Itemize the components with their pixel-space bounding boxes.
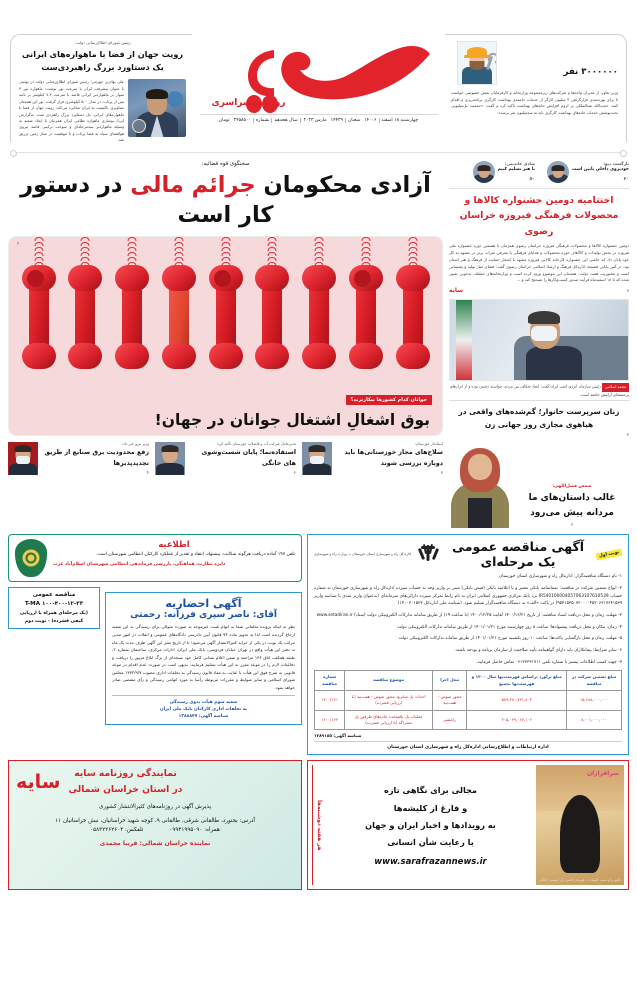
magazine-frequency-text: هر هفته دوشنبه‌ها (316, 799, 322, 851)
telephone-handset-icon (114, 237, 150, 367)
photo-caption-badge: محمد اسلامی (602, 383, 629, 392)
dateline-price: ۵۰۰ تومان (216, 118, 254, 123)
agency-contact-row (16, 827, 294, 833)
magazine-url[interactable]: www.sarafrazannews.ir (374, 857, 487, 868)
teaser-title[interactable]: استفاده‌نما؛ پایان شست‌وشوی‌ های خانگی (201, 449, 296, 467)
magazine-logo: سرافرازان (586, 770, 619, 778)
tender-line: ۴- زمان، مکان و محل دریافت پیشنهادها: ساعت ۸ روز چهارشنبه مورخ ۱۴۰۱/۰۱/۲۱ از طریق سامانه تدارکات الکترونیکی دولت (397, 624, 622, 630)
thumb-teaser[interactable] (449, 161, 535, 183)
small-tender-ad[interactable] (8, 587, 100, 629)
content-grid (8, 158, 629, 528)
tender-line: ۱- نام دستگاه مناقصه‌گزار: اداره‌کل راه و شهرسازی استان خوزستان (499, 574, 622, 580)
thumb-title[interactable]: خودپروی داخلی پایین است (572, 167, 629, 173)
left-second-page: ۳ (626, 433, 629, 439)
cell-guarantee: ۱۵,۶۸۸,۰۰۰,۰۰۰ (567, 690, 622, 710)
notice-body: تلفن ۱۹۷ آماده دریافت هرگونه شکایت، پیشنهاد، انتقاد و تقدیر از عملکرد کارکنان انتظامی شهرستان است. (96, 552, 295, 558)
legal-body: نظر به اینکه پرونده تخلفاتی شما به اتهام غیبت غیرموجه به صورت متوالی برای رسیدگی به این شعبه ارجاع گردیده است لذا به تجویز ماده ۷۳ قانون آیین دادرسی دادگاه‌های عمومی و انقلاب در امور مدنی مراتب یک نوبت در یکی از جراید کثیرالانتشار آگهی می‌شود؛ تا از تاریخ نشر این آگهی ظرف مدت یک ماه به دفتر این هیأت واقع در تهران خیابان فردوسی، بانک ملی ایران، ادارات مرکزی، ساختمان شماره ۲، طبقه همکف، اتاق ۱۳۶ مراجعه و ضمن اعلام نشانی کامل خود نسخه‌ای از برگ ابلاغ مزبور را دریافت و دفاعیات لازم را در موعد مقرر به این هیأت تسلیم فرمایید. بدیهی است در صورت عدم اقدام در موعد قانونی به شرح فوق این هیأت با عنایت به مفاد قانون رسیدگی به تخلفات اداری مصوب ۱۳۷۲/۹/۷ مجلس شورای اسلامی و سایر ضوابط و مقررات مربوطه رأسا به مورد اتهامی رسیدگی و رأی مقتضی صادر خواهد نمود. (112, 624, 295, 690)
legal-footer-line1: شعبه سوم هیأت بدوی رسیدگی (169, 699, 238, 705)
teaser-title[interactable]: رفع محدودیت برق صنایع از طریق تجدیدپذیرها (44, 449, 149, 467)
dateline-solar: چهارشنبه ۱۸ اسفند ۱۴۰۰ (364, 118, 419, 123)
left-story-body: علی بهادری جهرمی؛ رئیس شورای اطلاع‌رسانی دولت در توئیتی با عنوان پیشرفت ایران با سرعت نور نوشت: ماهواره نور ۳ سوار بر ماهواره‌بر ایرانی قاصد با سرعت ۷.۴ کیلومتر بر ثانیه پس از پرتاب، در مدار ۵۰۰ کیلومتری قرار گرفت. نور این همچنان تصاویری باکیفیت به ایران مخابره می‌کند. رویت جهان از فضا با ماهواره‌های ایرانی، یک دستاورد بزرگ راهبردی ست. به‌گزارش ایرنا، نوسازی ماهواره نظامی ایران همزمان با ایجاد ضعیه به وسیله ماهواره‌بر سه‌مرحله‌ای و سوخت ترکیبی قاصد نیروی هوافضای سپاه به فضا پرتاب و با موفقیت در مدار زمین تزریق شد. (19, 79, 125, 143)
tender-table (314, 670, 622, 730)
sayeh-mini-logo-icon: سایه (449, 287, 464, 295)
masthead-right-story[interactable] (445, 34, 627, 142)
telephone-handset-icon (254, 237, 290, 367)
left-feature-photo (449, 299, 629, 381)
small-tender-sub: (یک مرحله‌ای همراه با ارزیابی کیفی فشرده) - نوبت دوم (20, 611, 88, 624)
tender-ad[interactable] (307, 534, 629, 755)
thumb-avatar (547, 161, 569, 183)
thumb-title[interactable]: با هنر تسلیم کنیم (497, 167, 535, 173)
telephone-handset-icon (301, 237, 337, 367)
th-subject: موضوع مناقصه (345, 671, 433, 691)
legal-footer (112, 695, 295, 720)
tender-ad-id: شناسه آگهی: ۱۲۸۹۱۸۵ (314, 733, 362, 739)
newspaper-logo[interactable] (194, 30, 444, 114)
hero-tag: جوانان کدام کشورها بیکارترند؟ (346, 395, 432, 405)
left-story-photo (128, 79, 186, 137)
tender-line: ۵- مهلت، زمان و محل بازگشایی پاکت‌ها: ساعت ۱۰ روز یکشنبه مورخ ۱۴۰۱/۰۱/۲۱ از طریق سامانه تدارکات الکترونیکی دولت (398, 636, 622, 642)
police-emblem-icon (15, 539, 47, 577)
magazine-line: و فارغ از کلیشه‌ها (393, 802, 468, 813)
hero-image[interactable] (8, 236, 443, 436)
telephone-handset-icon (395, 237, 431, 367)
magazine-cover-image (536, 765, 624, 885)
agency-ad[interactable] (8, 760, 302, 890)
left-third-article[interactable] (449, 444, 629, 528)
left-third-page: ۳ (570, 523, 574, 529)
legal-addressee: آقای: ناصر سپری فرزانه: رحمتی (130, 610, 277, 621)
agency-title-line2: در استان خراسان شمالی (68, 783, 183, 795)
legal-title: آگهی احضاریه (165, 597, 242, 611)
teaser-page: ۶ (293, 471, 296, 477)
cell-estimate: ۲۰۵,۰۴۹,۰۶۷,۱۰۶ (467, 710, 567, 730)
table-row (315, 690, 622, 710)
thumb-kicker: بازگشت دیو: (603, 161, 629, 166)
tender-line: ۲- انواع تضمین شرکت در مناقصه: ضمانتنامه بانکی معتبر و یا اعلامیه بانکی (فیش بانکی) مبنی بر واریز وجه به حساب سپرده اداره‌کل راه و شهرسازی خوزستان به شماره حساب IR540100004057063107610539 نزد بانک مرکزی جمهوری اسلامی ایران به نام رابط تمرکز سپرده دارائی‌های سرمایه‌ای (به‌عنوان واریز نقدی با شناسه واریز ۹۵۴۱۵۳۵۰۷۲۰۰۰۰۴۵۲۰۶۳۱۷۶۴۱۵۳۹) در پاکت «الف» به دستگاه مناقصه‌گزار تسلیم شود. (شناسه ملی اداره‌کل ۱۴۰۰۳۰۱۵۳۳) (314, 586, 622, 607)
tender-authority: اداره کل راه و شهرسازی استان خوزستان — وزارت راه و شهرسازی (314, 552, 412, 557)
th-estimate: مبلغ برآورد براساس فهرست‌بها سال ۱۴۰۰ و فهرست‌بها تجمیع (467, 671, 567, 691)
left-lead-body: دومین جشنواره کالاها و محصولات فرهنگی فیروزه خراسان رضوی همزمان با هفتمین دوره جشنواره ملی فیروزه در بخش تولیدات و کالاهای خوزه محصولات و هدایای فرهنگی با معرفی نفرات برتر در مشهد به کار خود پایان داد که حاشی این جشنواره کارخانه کالایی فیروزه مشهد با اشعار حمایت از فرهنگ و هنر استان بود. در آئین پایانی فضیحه اداره‌کل فرهنگ و ارشاد اسلامی خراسان رضوی گفت: فضای ساز تولید و پشتیبانی است و محبوریت همت دولت، همه‌مان این موضوع ورود کرده است و وزارتخانه‌های مختلف به‌خوبی تعیین شده که تا ۱۸ اسفندماه فرآیند صدور کسب‌وکارها را تصحیح کند و ... (449, 243, 629, 283)
teaser-row (8, 442, 443, 476)
masthead-center (194, 30, 444, 123)
masthead-divider (10, 152, 627, 158)
agency-phone: تلفکس: ۰۵۸۳۲۲۶۲۶۰۴ (90, 827, 144, 834)
main-column (8, 158, 443, 528)
right-story-headline[interactable]: ۳۰۰۰۰۰۰ نفر (563, 67, 618, 77)
tender-line: ۳- مهلت، زمان و محل دریافت اسناد مناقصه: از تاریخ ۱۴۰۰/۱۲/۲۱ لغایت ۱۴۰۰/۱۲/۲۵ (تا ساعت ۱۹) از طریق سامانه تدارکات الکترونیکی دولت (ستاد) www.setadiran.ir (316, 613, 622, 618)
newspaper-front-page (0, 30, 637, 1000)
teaser-photo (155, 442, 185, 475)
telephone-handset-icon (161, 237, 197, 367)
agency-title (68, 766, 182, 797)
teaser-photo (8, 442, 38, 475)
tender-badge: نوبت اول (595, 548, 622, 560)
cell-guarantee: ۸,۰۰۱,۰۰۰,۰۰۰ (567, 710, 622, 730)
hero-page-number: ۴ (17, 241, 20, 247)
teaser-page: ۴ (146, 471, 149, 477)
magazine-line: مجالی برای نگاهی تازه (384, 785, 477, 796)
bottom-ads (8, 760, 629, 890)
magazine-line: با رعایت شأن انسانی (387, 837, 474, 848)
thumb-page: ۴۰ (623, 177, 629, 183)
hero-headline[interactable]: بوق اشغالِ اشتغال جوانان در جهان! (154, 410, 430, 429)
left-story-headline[interactable]: رویت جهان از فضا با ماهواره‌های ایرانی یک دستاورد بزرگ راهبردی‌ست (21, 49, 184, 73)
telephone-handset-icon (21, 237, 57, 367)
thumb-kicker: شادی عابدینی: (504, 161, 535, 166)
cell-number: ۱۴۰۰/۱۲۱ (315, 690, 345, 710)
left-third-kicker: شمس فضل‌اللهی: (552, 483, 592, 489)
table-row (315, 710, 622, 730)
agency-logo: سایه (16, 770, 61, 793)
telephone-handset-icon (67, 237, 103, 367)
small-tender-title: مناقصه عمومی (32, 592, 76, 599)
logo-subtitle: روزنامه‌سراسری (211, 98, 286, 108)
magazine-cover-caption: تکاپو برای بست خانواده — قهرمان خانمی زار حسینی زاده‌گی (539, 878, 621, 883)
agency-address: آدرس: بجنورد، طالقانی شرقی، طالقانی ۹، کوچه شهید خراسانیان، نبش خراسانیان ۱۱ (55, 818, 255, 825)
thumb-avatar (473, 161, 495, 183)
thumb-teasers (449, 158, 629, 183)
thumb-teaser[interactable] (543, 161, 629, 183)
dateline-gregorian: ۹ مارس ۲۰۲۳ (301, 118, 346, 123)
left-third-headline[interactable]: غالب داستان‌های ما مردانه پیش می‌رود (528, 492, 616, 519)
left-column (449, 158, 629, 528)
telephone-handset-icon (208, 237, 244, 367)
worker-illustration-icon (457, 41, 497, 85)
th-number: شماره مناقصه (315, 671, 345, 691)
cell-place: محور شوش - هفت‌تپه (432, 690, 466, 710)
iran-emblem-icon (416, 542, 440, 566)
legal-summons-ad[interactable] (105, 592, 302, 724)
masthead-left-story[interactable] (10, 34, 192, 142)
telephone-handsets-illustration (9, 237, 442, 435)
ads-section (8, 534, 629, 755)
cell-subject: احداث پل میانرود محور شوش - هفت‌تپه (با ارزیابی فشرده) (345, 690, 433, 710)
teaser-item[interactable] (8, 442, 149, 476)
table-header-row (315, 671, 622, 691)
teaser-title[interactable]: سلاح‌های مجاز خوزستانی‌ها باید دوباره بررسی شوند (344, 449, 443, 467)
magazine-line: به رویدادها و اخبار ایران و جهان (365, 819, 496, 830)
main-headline[interactable] (8, 170, 443, 231)
divider (449, 188, 629, 189)
tender-footer: اداره ارتباطات و اطلاع‌رسانی اداره‌کل راه و شهرسازی استان خوزستان (314, 741, 622, 750)
cell-place: رامشیر (432, 710, 466, 730)
notice-signature: دایره نظارت، هماهنگی، بازرسی فرماندهی انتظامی شهرستان اسلام‌آباد غرب (53, 561, 226, 567)
left-story-kicker: رئیس شورای اطلاع‌رسانی دولت: (74, 40, 131, 45)
main-headline-part1: آزادی محکومان (263, 172, 431, 198)
main-headline-part2: در دستور کار است (20, 172, 274, 229)
agency-signature: نماینده خراسان شمالی: فریبا محمدی (99, 840, 211, 848)
agency-mobile: همراه: ۰۹۹۴۱۹۹۵۰۹۰ (169, 827, 220, 834)
agency-title-line1: نمایندگی روزنامه سایه (74, 768, 177, 780)
magazine-ad[interactable] (307, 760, 629, 890)
legal-footer-line2: به تخلفات اداری کارکنان بانک ملی ایران (159, 706, 248, 712)
teaser-item[interactable] (155, 442, 296, 476)
dateline-lunar: ۶ شعبان ۱۴۴۳ (328, 118, 380, 123)
legal-ad-id: شناسه آگهی: ۱۲۸۸۸۴۷ (178, 713, 229, 719)
tender-title: آگهی مناقصه عمومی یک مرحله‌ای (452, 539, 584, 570)
teaser-photo (302, 442, 332, 475)
tender-line: ۷- جهت کسب اطلاعات بیشتر با شماره تلفن ۰۶۱۳۳۳۳۱۷۱۱ تماس حاصل فرمایید. (476, 659, 622, 665)
agency-service: پذیرش آگهی در روزنامه‌های کثیرالانتشار کشوری (98, 803, 212, 810)
teaser-page: ۷ (440, 471, 443, 477)
masthead (6, 30, 631, 148)
teaser-item[interactable] (302, 442, 443, 476)
tender-line: ۶- سایر شرایط: پیمانکاران باید دارای گواهینامه تأیید صلاحیت از سازمان برنامه و بودجه باشند. (454, 647, 622, 653)
dateline-issue: شماره ۲۴۵۸ (231, 118, 272, 123)
small-tender-code: T-MA ۱۰۰-۴۰۰-۱۲-۳۳ (24, 601, 84, 608)
left-lead-page: ۷ (626, 289, 629, 295)
cell-estimate: ۵۸۹,۳۸۰,۷۲۱,۸۰۳ (467, 690, 567, 710)
left-third-portrait (449, 444, 511, 528)
dateline-year: سال هجدهم (272, 118, 301, 123)
cell-subject: عملیات پل باقیمانده جاده‌های طرفین پل مشراگه (با ارزیابی فشرده) (345, 710, 433, 730)
cell-number: ۱۴۰۰/۱۲۲ (315, 710, 345, 730)
teaser-kicker: مدیرعامل شرکت آب و فاضلاب خوزستان تأکید کرد: (216, 441, 296, 446)
left-photo-caption (449, 381, 629, 401)
th-place: محل اجرا (432, 671, 466, 691)
notice-title: اطلاعیه (158, 539, 190, 550)
magazine-frequency-strip (312, 765, 325, 885)
th-guarantee: مبلغ تضمین شرکت در مناقصه (567, 671, 622, 691)
photo-caption-text: رئیس سازمان انرژی اتمی ایران گفت: ایجاد شکاف بین مردم، خواسته دشمن بوده و از ابزارهای برجسته‌ای آرامش جامعه است. (449, 383, 629, 398)
police-notice-ad[interactable] (8, 534, 302, 582)
right-story-body: وزیر تعاون از مدیران واحدها و شرکت‌های زیرمجموعه وزارتخانه و کارفرمایان بخش خصوصی خواست تا برای بهره‌مندی قرارگرفتن ۳ میلیون کارگر از خدمات جامعه‌ی بهداشت کارگری برنامه‌ریزی و اقدام کنند. حجت‌الله عبدالملکی بر لزوم افزایش خانه‌های بهداشت تأکید کرد و گفت: «جمعیت یک‌میلیونی تحت‌پوشش خدمات خانه‌های بهداشت کارگری باید به سه‌میلیون نفر برسد». (451, 90, 618, 115)
main-kicker: سخنگوی قوه قضائیه: (201, 161, 250, 167)
main-headline-highlight: جرائم مالی (130, 172, 256, 198)
teaser-kicker: استاندار خوزستان: (414, 441, 443, 446)
left-second-headline[interactable]: زنان سرپرست خانوار؛ گم‌شده‌های واقعی در هیاهوی مجازی روز جهانی زن (458, 407, 620, 429)
right-ads-column (8, 534, 302, 724)
left-lead-headline[interactable]: اختتامیه دومین جشنواره کالاها و محصولات فرهنگی فیروزه خراسان رضوی (459, 195, 619, 237)
left-lead-article[interactable] (449, 193, 629, 294)
telephone-handset-icon (348, 237, 384, 367)
thumb-page: ۵۰ (529, 177, 535, 183)
teaser-kicker: وزیر نیرو خبر داد: (121, 441, 149, 446)
